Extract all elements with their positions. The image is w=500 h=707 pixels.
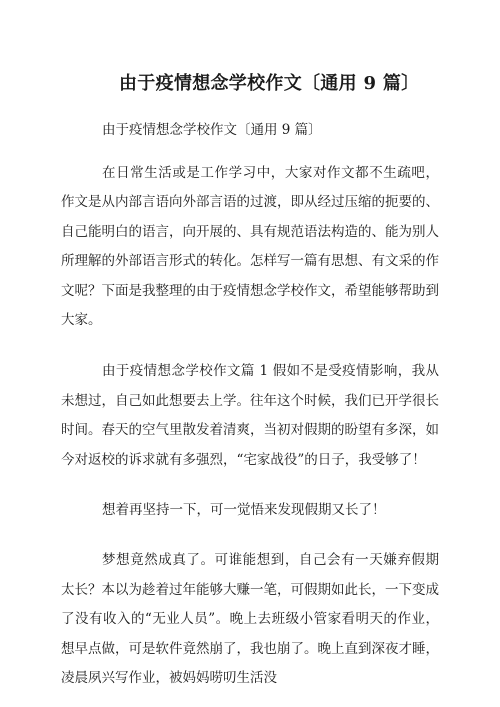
paragraph-1: 在日常生活或是工作学习中，大家对作文都不生疏吧，作文是从内部言语向外部言语的过渡，即从经过压缩的扼要的、自己能明白的语言，向开展的、具有规范语法构造的、能为别人所理解的外部语言形式的转化。怎样写一篇有思想、有文采的作文呢？下面是我整理的由于疫情想念学校作文，希望能够帮助到大家。	[61, 165, 439, 329]
document-subtitle: 由于疫情想念学校作文〔通用 9 篇〕	[102, 122, 322, 138]
document-title: 由于疫情想念学校作文〔通用 9 篇〕	[119, 73, 420, 94]
paragraph-4: 梦想竟然成真了。可谁能想到，自己会有一天嫌弃假期太长？本以为趁着过年能够大赚一笔，可假期如此长，一下变成了没有收入的“无业人员”。晚上去班级小管家看明天的作业，想早点做，可是软件竟然崩了，我也崩了。晚上直到深夜才睡，凌晨夙兴写作业，被妈妈唠叨生活没	[61, 552, 439, 687]
paragraph-3: 想着再坚持一下，可一觉悟来发现假期又长了！	[102, 502, 386, 519]
paragraph-2: 由于疫情想念学校作文篇 1 假如不是受疫情影响，我从未想过，自己如此想要去上学。往年这个时候，我们已开学很长时间。春天的空气里散发着清爽，当初对假期的盼望有多深，如今对返校的诉求就有多强烈，“宅家战役”的日子，我受够了！	[61, 363, 439, 468]
